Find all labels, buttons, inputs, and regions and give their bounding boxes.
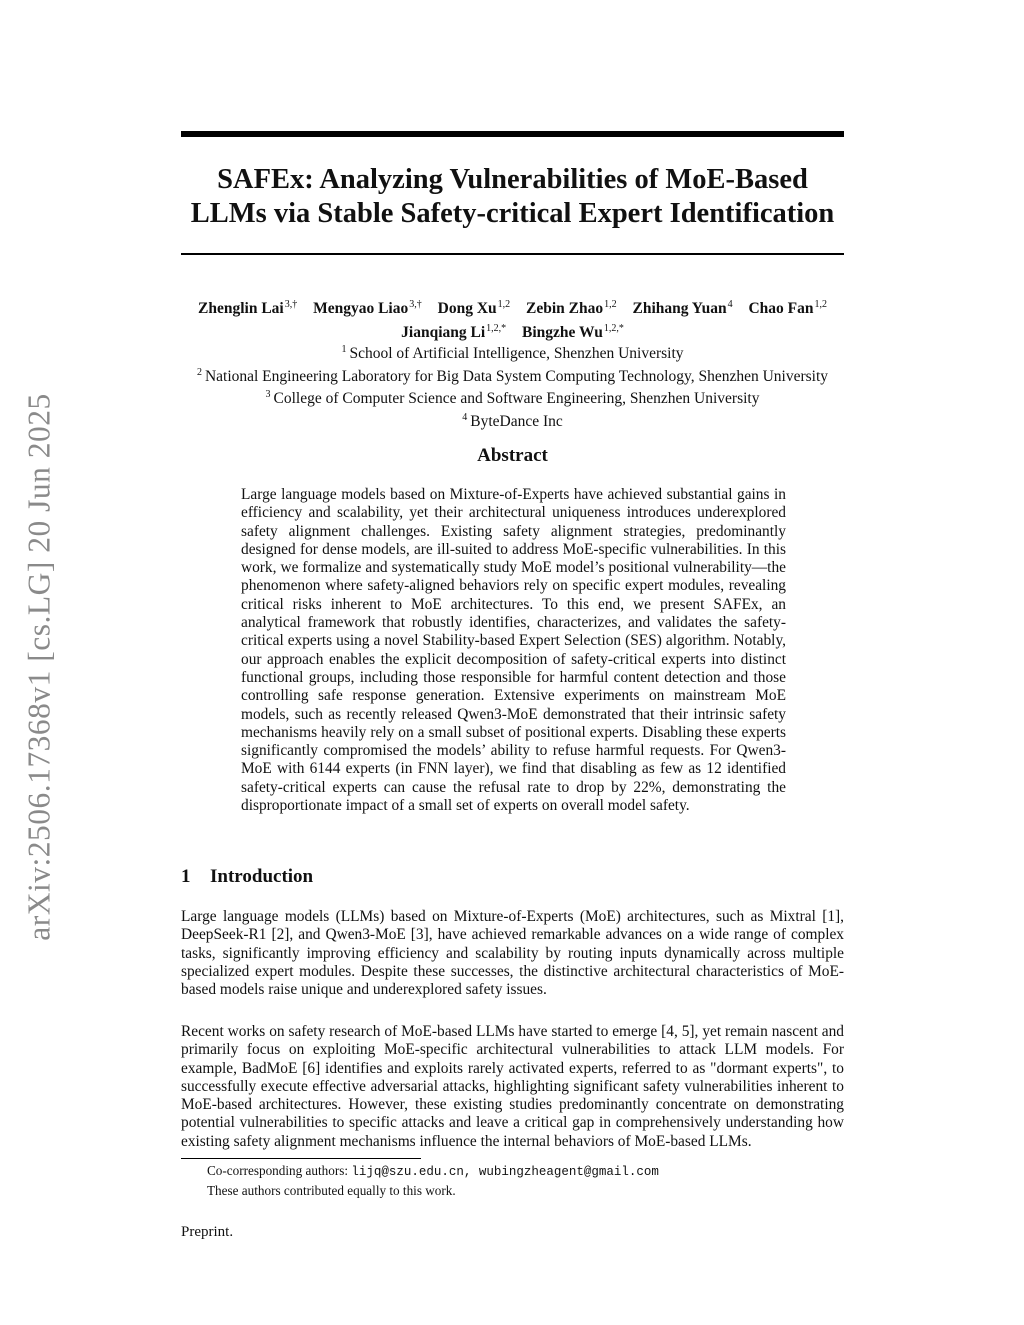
author: Bingzhe $Wu^{1,2,*}$ <box>522 323 624 342</box>
author: Zebin Zhao$^{1,2}$ <box>526 299 617 318</box>
intro-paragraph: Recent works on safety research of MoE-based LLMs have started to emerge [4, 5], yet remain nascent and primarily focus on exploiting MoE-specific architectural vulnerabilities to attack LLM models. For example, BadMoE [6] identifies and exploits rarely activated experts, referred to as "dormant experts", to successfully execute effective adversarial attacks, highlighting significant safety vulnerabilities inherent to MoE-based architectures. However, these existing studies predominantly concentrate on demonstrating potential vulnerabilities to specific attacks and leave a critical gap in comprehensively understanding how existing safety alignment mechanisms influence the internal behaviors of MoE-based LLMs. <box>181 1023 844 1150</box>
author-emails: lijq@szu.edu.cn, wubingzheagent@gmail.com <box>351 1165 659 1179</box>
author: Jianqiang $Li^{1,2,*}$ <box>401 323 507 342</box>
author: Dong Xu$^{1,2}$ <box>437 299 511 318</box>
affiliation: $^1$ School of Artificial Intelligence, Shenzhen University <box>341 344 684 363</box>
author: Mengyao Liao$^{3,\dagger}$ <box>313 299 422 318</box>
affiliation: $^2$ National Engineering Laboratory for Big Data System Computing Technology, Shenzhen University <box>196 366 829 385</box>
affiliation: $^4$ ByteDance Inc <box>462 411 563 431</box>
footnote-rule <box>181 1158 421 1159</box>
intro-paragraph: Large language models (LLMs) based on Mixture-of-Experts (MoE) architectures, such as Mixtral [1], DeepSeek-R1 [2], and Qwen3-MoE [3], have achieved remarkable advances on a wide range of complex tasks, significantly improving efficiency and scalability by routing inputs dynamically across multiple specialized expert modules. Despite these successes, the distinctive architectural characteristics of MoE-based models raise unique and underexplored safety issues. <box>181 908 844 999</box>
author-list <box>160 295 865 343</box>
author: Zhihang Yuan$^4$ <box>632 299 733 318</box>
title-line-2: LLMs via Stable Safety-critical Expert Identification <box>190 198 835 229</box>
title-bottom-rule <box>181 253 844 255</box>
section-number: 1 <box>181 866 191 887</box>
footnote-corresponding: Co-corresponding authors: lijq@szu.edu.cn, wubingzheagent@gmail.com <box>207 1163 659 1179</box>
arxiv-identifier: arXiv:2506.17368v1 [cs.LG] 20 Jun 2025 <box>22 393 58 941</box>
arxiv-sidebar-stamp <box>9 374 71 960</box>
footnotes <box>207 1162 847 1199</box>
affiliation: $^3$ College of Computer Science and Software Engineering, Shenzhen University <box>265 389 760 408</box>
abstract-heading: Abstract <box>477 445 548 466</box>
title-top-rule <box>181 131 844 137</box>
paper-title <box>181 163 844 231</box>
footer-preprint: Preprint. <box>181 1224 234 1240</box>
author: Zhenglin Lai$^{3,\dagger}$ <box>198 299 298 318</box>
affiliation-list <box>181 341 844 432</box>
title-line-1: SAFEx: Analyzing Vulnerabilities of MoE-Based <box>217 164 808 195</box>
section-heading-introduction <box>181 866 581 888</box>
author: Chao Fan$^{1,2}$ <box>748 299 827 318</box>
abstract-body: Large language models based on Mixture-of-Experts have achieved substantial gains in efficiency and scalability, yet their architectural uniqueness introduces underexplored safety alignment challenges. Existing safety alignment strategies, predominantly designed for dense models, are ill-suited to address MoE-specific vulnerabilities. In this work, we formalize and systematically study MoE model’s positional vulnerability—the phenomenon where safety-aligned behaviors rely on specific expert modules, revealing critical risks inherent to MoE architectures. To this end, we present SAFEx, an analytical framework that robustly identifies, characterizes, and validates the safety-critical experts using a novel Stability-based Expert Selection (SES) algorithm. Notably, our approach enables the explicit decomposition of safety-critical experts into distinct functional groups, including those responsible for harmful content detection and those controlling safe response generation. Extensive experiments on mainstream MoE models, such as recently released Qwen3-MoE demonstrated that their intrinsic safety mechanisms heavily rely on a small subset of positional experts. Disabling these experts significantly compromised the models’ ability to refuse harmful requests. For Qwen3-MoE with 6144 experts (in FNN layer), we find that disabling as few as 12 identified safety-critical experts can cause the refusal rate to drop by 22%, demonstrating the disproportionate impact of a small set of experts on overall model safety. <box>241 486 786 815</box>
footnote-equal-contribution: These authors contributed equally to this work. <box>207 1182 456 1198</box>
section-title: Introduction <box>210 866 314 887</box>
